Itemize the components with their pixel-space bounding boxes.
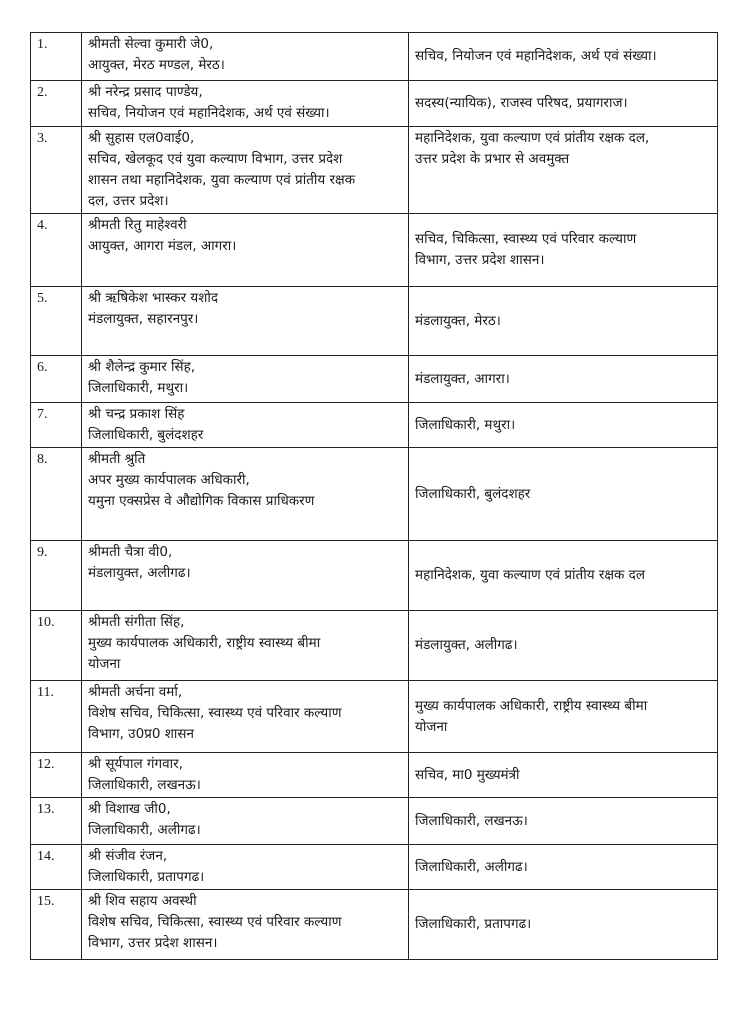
officer-current-post-line: श्री विशाख जी0, [88,801,171,817]
officer-current-post-line: श्री संजीव रंजन, [88,848,168,864]
serial-number: 12. [31,753,82,798]
transfer-table [30,32,718,960]
officer-current-post [82,541,409,611]
officer-current-post [82,356,409,403]
officer-current-post-line: विभाग, उत्तर प्रदेश शासन। [88,935,218,951]
officer-current-post [82,81,409,127]
officer-current-post-line: जिलाधिकारी, अलीगढ। [88,822,201,838]
table-row [31,214,718,287]
new-posting [409,214,718,287]
serial-number: 8. [31,448,82,541]
officer-current-post [82,890,409,960]
table-body [31,33,718,960]
table-row [31,356,718,403]
officer-current-post-line: श्रीमती अर्चना वर्मा, [88,684,183,700]
new-posting [409,845,718,890]
officer-current-post-line: जिलाधिकारी, बुलंदशहर [88,427,204,443]
table-row [31,448,718,541]
new-posting-line: सचिव, चिकित्सा, स्वास्थ्य एवं परिवार कल्याण [415,231,637,247]
officer-current-post-line: जिलाधिकारी, मथुरा। [88,380,189,396]
table-row [31,890,718,960]
table-row [31,681,718,753]
officer-current-post-line: सचिव, खेलकूद एवं युवा कल्याण विभाग, उत्तर प्रदेश [88,151,343,167]
officer-current-post-line: विभाग, उ0प्र0 शासन [88,726,195,742]
table-row [31,403,718,448]
new-posting [409,890,718,960]
officer-current-post-line: जिलाधिकारी, लखनऊ। [88,777,201,793]
table-row [31,127,718,214]
serial-number: 13. [31,798,82,845]
serial-number: 9. [31,541,82,611]
serial-number: 11. [31,681,82,753]
officer-current-post-line: श्रीमती चैत्रा वी0, [88,544,173,560]
new-posting-line: महानिदेशक, युवा कल्याण एवं प्रांतीय रक्षक दल [415,567,646,583]
new-posting [409,127,718,214]
new-posting-line: सचिव, मा0 मुख्यमंत्री [415,766,520,783]
officer-current-post-line: योजना [88,656,121,672]
new-posting [409,681,718,753]
new-posting-line: महानिदेशक, युवा कल्याण एवं प्रांतीय रक्षक दल, [415,130,650,146]
officer-current-post [82,753,409,798]
officer-current-post-line: श्रीमती रितु माहेश्वरी [88,217,187,233]
serial-number: 3. [31,127,82,214]
officer-current-post [82,403,409,448]
officer-current-post-line: सचिव, नियोजन एवं महानिदेशक, अर्थ एवं संख्या। [88,105,330,121]
officer-current-post-line: जिलाधिकारी, प्रतापगढ। [88,869,205,885]
officer-current-post-line: श्री शिव सहाय अवस्थी [88,893,197,909]
officer-current-post-line: शासन तथा महानिदेशक, युवा कल्याण एवं प्रांतीय रक्षक [88,172,356,188]
new-posting-line: सचिव, नियोजन एवं महानिदेशक, अर्थ एवं संख्या। [415,48,657,64]
serial-number: 14. [31,845,82,890]
serial-number: 7. [31,403,82,448]
serial-number: 6. [31,356,82,403]
new-posting-line: जिलाधिकारी, लखनऊ। [415,812,528,829]
officer-current-post [82,448,409,541]
officer-current-post-line: श्री ऋषिकेश भास्कर यशोद [88,290,219,306]
serial-number: 1. [31,33,82,81]
officer-current-post-line: दल, उत्तर प्रदेश। [88,193,169,209]
serial-number: 10. [31,611,82,681]
officer-current-post-line: मंडलायुक्त, अलीगढ। [88,565,191,581]
new-posting-line: मंडलायुक्त, अलीगढ। [415,637,518,653]
new-posting [409,287,718,356]
officer-current-post-line: श्रीमती सेल्वा कुमारी जे0, [88,36,214,52]
new-posting-line: मंडलायुक्त, मेरठ। [415,312,501,329]
officer-current-post-line: यमुना एक्सप्रेस वे औद्योगिक विकास प्राधिकरण [88,493,315,509]
serial-number: 4. [31,214,82,287]
serial-number: 2. [31,81,82,127]
officer-current-post [82,287,409,356]
new-posting-line: जिलाधिकारी, बुलंदशहर [415,485,531,502]
new-posting [409,448,718,541]
officer-current-post-line: आयुक्त, मेरठ मण्डल, मेरठ। [88,57,225,73]
new-posting-line: मंडलायुक्त, आगरा। [415,370,510,387]
officer-current-post-line: मंडलायुक्त, सहारनपुर। [88,311,199,327]
new-posting [409,541,718,611]
officer-current-post-line: श्रीमती संगीता सिंह, [88,614,185,630]
new-posting [409,403,718,448]
table-row [31,541,718,611]
new-posting [409,356,718,403]
officer-current-post [82,214,409,287]
table-row [31,33,718,81]
new-posting-line: उत्तर प्रदेश के प्रभार से अवमुक्त [415,151,570,167]
new-posting-line: जिलाधिकारी, मथुरा। [415,416,516,433]
officer-current-post [82,845,409,890]
officer-current-post-line: श्री चन्द्र प्रकाश सिंह [88,406,185,422]
officer-current-post [82,127,409,214]
officer-current-post-line: श्री शैलेन्द्र कुमार सिंह, [88,359,196,375]
serial-number: 15. [31,890,82,960]
new-posting-line: जिलाधिकारी, प्रतापगढ। [415,916,532,932]
officer-current-post [82,33,409,81]
officer-current-post-line: मुख्य कार्यपालक अधिकारी, राष्ट्रीय स्वास्थ्य बीमा [88,635,321,651]
officer-current-post-line: श्रीमती श्रुति [88,451,146,467]
officer-current-post-line: श्री सूर्यपाल गंगवार, [88,756,183,772]
new-posting-line: विभाग, उत्तर प्रदेश शासन। [415,252,545,268]
new-posting [409,753,718,798]
officer-current-post [82,798,409,845]
new-posting-line: जिलाधिकारी, अलीगढ। [415,858,528,875]
officer-current-post-line: आयुक्त, आगरा मंडल, आगरा। [88,238,237,254]
table-row [31,81,718,127]
table-row [31,845,718,890]
new-posting-line: योजना [415,718,448,735]
officer-current-post-line: श्री सुहास एल0वाई0, [88,130,195,146]
new-posting [409,33,718,81]
table-row [31,798,718,845]
officer-current-post-line: विशेष सचिव, चिकित्सा, स्वास्थ्य एवं परिवार कल्याण [88,914,342,930]
serial-number: 5. [31,287,82,356]
table-row [31,287,718,356]
new-posting [409,611,718,681]
officer-current-post-line: श्री नरेन्द्र प्रसाद पाण्डेय, [88,84,203,100]
new-posting-line: सदस्य(न्यायिक), राजस्व परिषद, प्रयागराज। [415,95,628,111]
officer-current-post-line: विशेष सचिव, चिकित्सा, स्वास्थ्य एवं परिवार कल्याण [88,705,342,721]
new-posting-line: मुख्य कार्यपालक अधिकारी, राष्ट्रीय स्वास्थ्य बीमा [415,697,648,714]
table-row [31,753,718,798]
table-row [31,611,718,681]
officer-current-post-line: अपर मुख्य कार्यपालक अधिकारी, [88,472,250,488]
new-posting [409,81,718,127]
officer-current-post [82,681,409,753]
officer-current-post [82,611,409,681]
new-posting [409,798,718,845]
